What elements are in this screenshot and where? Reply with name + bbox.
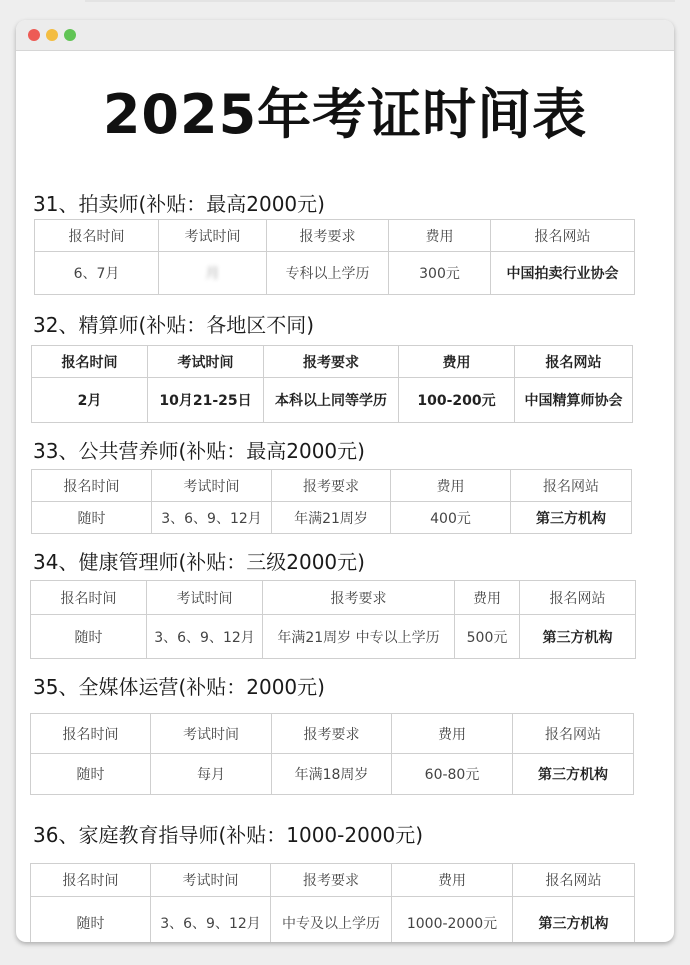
table-header-row [35, 220, 635, 252]
blurred-text: 月 [205, 266, 220, 282]
section-heading: 32、精算师(补贴：各地区不同) [33, 313, 315, 337]
table-header-row [31, 714, 634, 754]
header-exam-time: 考试时间 [159, 220, 267, 252]
table-header-row [32, 470, 632, 502]
cell-website: 第三方机构 [511, 502, 632, 534]
cell-exam-time: 10月21-25日 [148, 378, 264, 423]
section-heading: 33、公共营养师(补贴：最高2000元) [33, 439, 365, 463]
header-fee: 费用 [389, 220, 491, 252]
table-row [31, 754, 634, 795]
section-heading: 35、全媒体运营(补贴：2000元) [33, 675, 325, 699]
table-row [35, 252, 635, 295]
cell-website: 第三方机构 [513, 897, 635, 943]
cell-exam-time: 3、6、9、12月 [152, 502, 272, 534]
cell-fee: 500元 [455, 615, 520, 659]
header-exam-time: 考试时间 [148, 346, 264, 378]
table-row [31, 897, 635, 943]
cell-website: 第三方机构 [513, 754, 634, 795]
info-table [31, 345, 633, 423]
window-titlebar [16, 20, 674, 51]
cell-requirements: 年满21周岁 [272, 502, 391, 534]
table-row [32, 378, 633, 423]
cell-exam-time: 每月 [151, 754, 272, 795]
header-website: 报名网站 [511, 470, 632, 502]
close-window-icon[interactable] [28, 29, 40, 41]
cell-exam-time: 3、6、9、12月 [147, 615, 263, 659]
cell-website: 中国精算师协会 [515, 378, 633, 423]
cell-exam-time [159, 252, 267, 295]
minimize-window-icon[interactable] [46, 29, 58, 41]
header-exam-time: 考试时间 [151, 714, 272, 754]
cell-requirements: 中专及以上学历 [271, 897, 392, 943]
header-website: 报名网站 [513, 714, 634, 754]
header-requirements: 报考要求 [272, 714, 392, 754]
header-website: 报名网站 [513, 864, 635, 897]
header-signup-time: 报名时间 [32, 346, 148, 378]
header-requirements: 报考要求 [271, 864, 392, 897]
table-header-row [31, 581, 636, 615]
table-row [32, 502, 632, 534]
header-signup-time: 报名时间 [31, 864, 151, 897]
header-signup-time: 报名时间 [31, 581, 147, 615]
cell-fee: 60-80元 [392, 754, 513, 795]
header-exam-time: 考试时间 [147, 581, 263, 615]
header-exam-time: 考试时间 [152, 470, 272, 502]
page-title: 2025年考证时间表 [102, 83, 588, 146]
table-header-row [31, 864, 635, 897]
header-requirements: 报考要求 [267, 220, 389, 252]
header-requirements: 报考要求 [264, 346, 399, 378]
cell-signup-time: 2月 [32, 378, 148, 423]
info-table [31, 469, 632, 534]
header-website: 报名网站 [520, 581, 636, 615]
cell-fee: 1000-2000元 [392, 897, 513, 943]
header-requirements: 报考要求 [272, 470, 391, 502]
cell-requirements: 本科以上同等学历 [264, 378, 399, 423]
section-heading: 31、拍卖师(补贴：最高2000元) [33, 192, 325, 216]
cell-requirements: 年满18周岁 [272, 754, 392, 795]
header-fee: 费用 [399, 346, 515, 378]
info-table [30, 713, 634, 795]
section-heading: 34、健康管理师(补贴：三级2000元) [33, 550, 365, 574]
cell-signup-time: 随时 [31, 615, 147, 659]
header-fee: 费用 [455, 581, 520, 615]
maximize-window-icon[interactable] [64, 29, 76, 41]
header-website: 报名网站 [491, 220, 635, 252]
header-fee: 费用 [391, 470, 511, 502]
cell-fee: 100-200元 [399, 378, 515, 423]
cell-exam-time: 3、6、9、12月 [151, 897, 271, 943]
background-rule [85, 0, 675, 2]
info-table [30, 863, 635, 942]
header-fee: 费用 [392, 714, 513, 754]
cell-website: 第三方机构 [520, 615, 636, 659]
cell-fee: 300元 [389, 252, 491, 295]
cell-signup-time: 随时 [31, 754, 151, 795]
cell-requirements: 专科以上学历 [267, 252, 389, 295]
cell-signup-time: 随时 [31, 897, 151, 943]
header-website: 报名网站 [515, 346, 633, 378]
cell-signup-time: 6、7月 [35, 252, 159, 295]
header-exam-time: 考试时间 [151, 864, 271, 897]
table-header-row [32, 346, 633, 378]
cell-website: 中国拍卖行业协会 [491, 252, 635, 295]
header-signup-time: 报名时间 [35, 220, 159, 252]
header-requirements: 报考要求 [263, 581, 455, 615]
header-signup-time: 报名时间 [31, 714, 151, 754]
cell-fee: 400元 [391, 502, 511, 534]
cell-requirements: 年满21周岁 中专以上学历 [263, 615, 455, 659]
info-table [30, 580, 636, 659]
section-heading: 36、家庭教育指导师(补贴：1000-2000元) [33, 823, 424, 847]
header-fee: 费用 [392, 864, 513, 897]
table-row [31, 615, 636, 659]
cell-signup-time: 随时 [32, 502, 152, 534]
info-table [34, 219, 635, 295]
header-signup-time: 报名时间 [32, 470, 152, 502]
document-window [16, 20, 674, 942]
